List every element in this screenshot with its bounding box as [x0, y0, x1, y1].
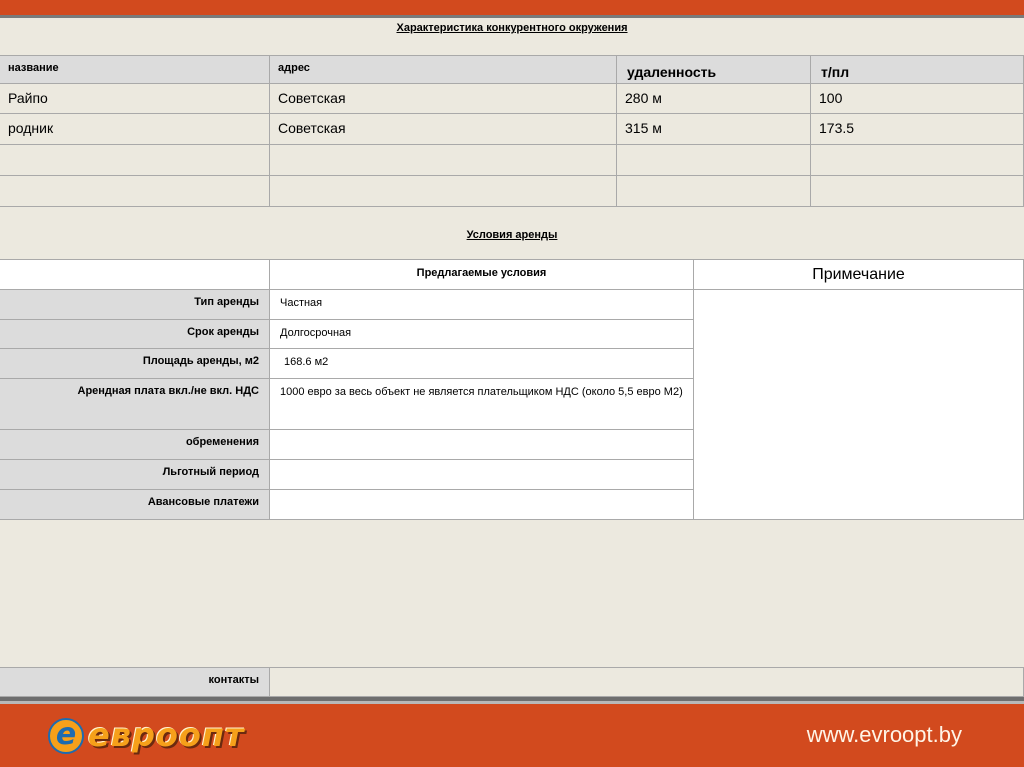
encumbrance-value	[270, 430, 694, 460]
header-address: адрес	[270, 55, 617, 84]
grace-period-label: Льготный период	[0, 460, 270, 490]
rent-type-value: Частная	[270, 290, 694, 320]
empty-cell	[0, 176, 270, 207]
advance-payments-label: Авансовые платежи	[0, 490, 270, 520]
website-link[interactable]: www.evroopt.by	[806, 722, 962, 747]
empty-cell	[811, 176, 1024, 207]
header-offer: Предлагаемые условия	[270, 259, 694, 290]
rent-area-label: Площадь аренды, м2	[0, 349, 270, 379]
section2-title: Условия аренды	[466, 229, 558, 241]
footer	[0, 704, 1024, 767]
competitor-address: Советская	[270, 84, 617, 114]
rent-price-value: 1000 евро за весь объект не является плательщиком НДС (около 5,5 евро М2)	[270, 379, 694, 430]
empty-cell	[617, 176, 811, 207]
competitor-distance: 315 м	[617, 114, 811, 145]
empty-cell	[270, 176, 617, 207]
logo-text: евроопт	[88, 716, 245, 754]
header-distance: удаленность	[617, 55, 811, 84]
competitor-address: Советская	[270, 114, 617, 145]
section1-title: Характеристика конкурентного окружения	[396, 22, 628, 34]
competitor-area: 100	[811, 84, 1024, 114]
rent-type-label: Тип аренды	[0, 290, 270, 320]
rent-term-value: Долгосрочная	[270, 320, 694, 349]
encumbrance-label: обременения	[0, 430, 270, 460]
empty-cell	[270, 145, 617, 176]
competitor-name: Райпо	[0, 84, 270, 114]
header-blank	[0, 259, 270, 290]
competitor-area: 173.5	[811, 114, 1024, 145]
header-name: название	[0, 55, 270, 84]
competitor-distance: 280 м	[617, 84, 811, 114]
competitor-name: родник	[0, 114, 270, 145]
empty-cell	[811, 145, 1024, 176]
top-bar	[0, 0, 1024, 15]
contacts-value	[270, 667, 1024, 697]
empty-cell	[617, 145, 811, 176]
contacts-label: контакты	[0, 667, 270, 697]
rent-area-value: 168.6 м2	[270, 349, 694, 379]
rent-term-label: Срок аренды	[0, 320, 270, 349]
slide-content	[0, 18, 1024, 697]
grace-period-value	[270, 460, 694, 490]
empty-cell	[0, 145, 270, 176]
rent-price-label: Арендная плата вкл./не вкл. НДС	[0, 379, 270, 430]
logo-e-icon: e	[48, 718, 84, 754]
header-note: Примечание	[694, 259, 1024, 290]
advance-payments-value	[270, 490, 694, 520]
header-area: т/пл	[811, 55, 1024, 84]
note-cell	[694, 290, 1024, 520]
